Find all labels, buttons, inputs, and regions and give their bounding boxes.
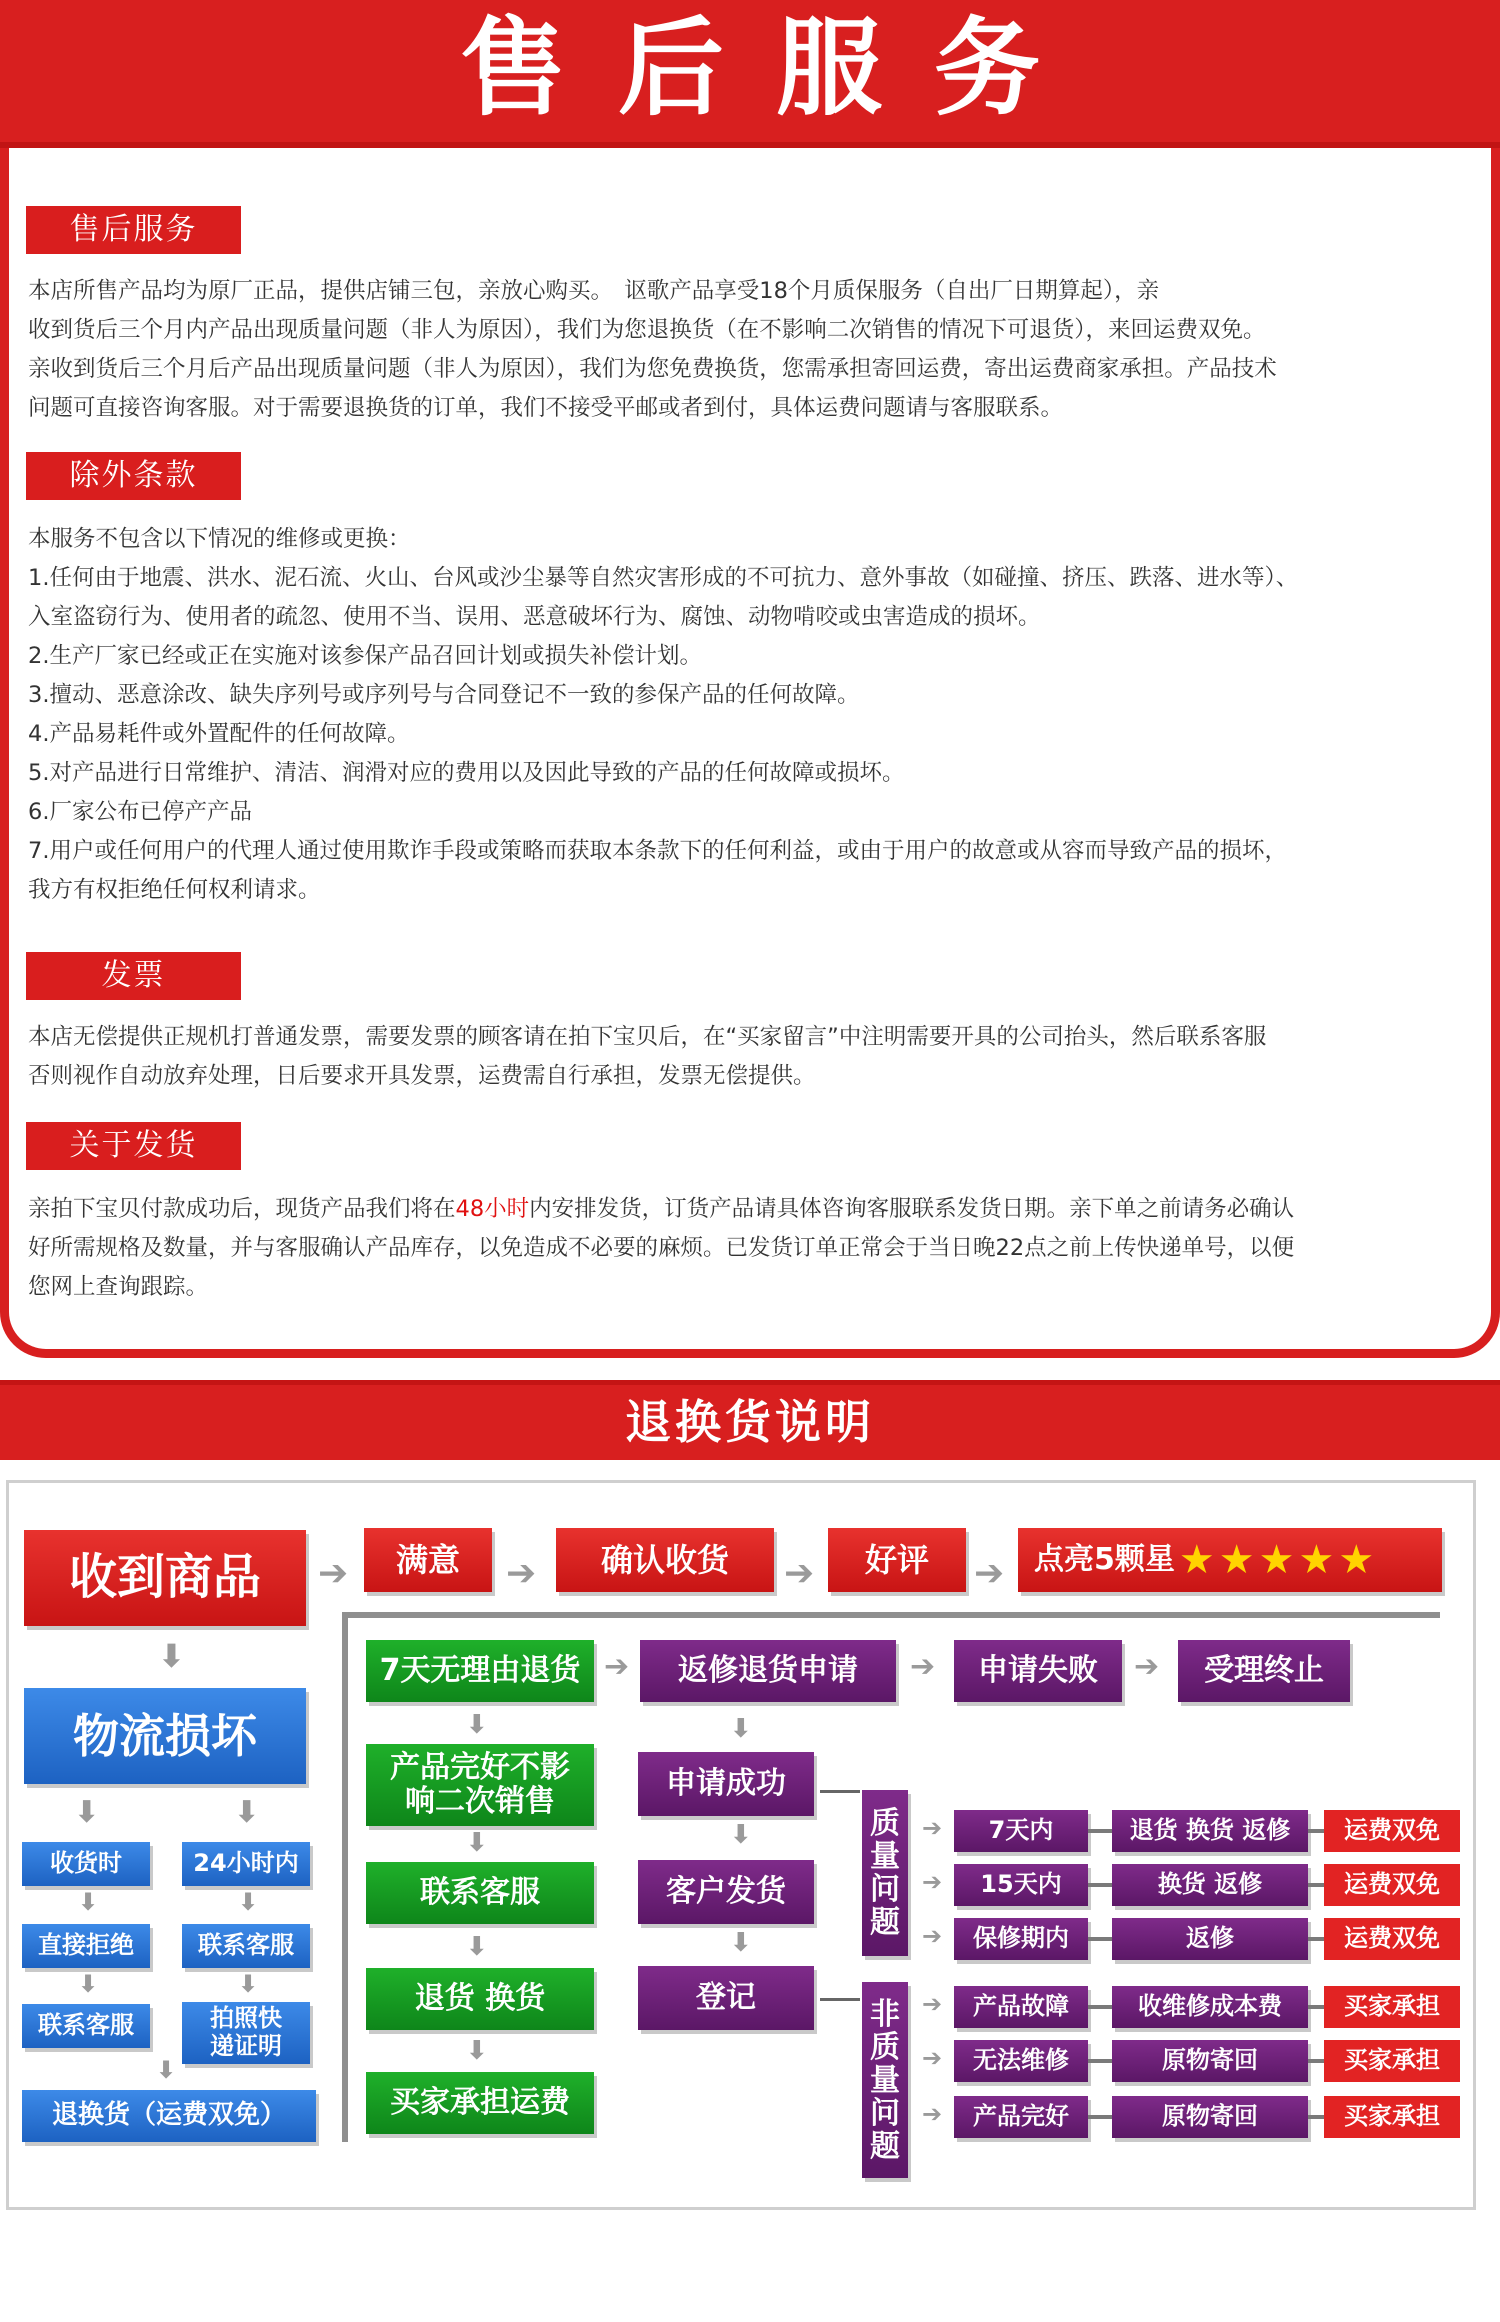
node-within-24h: 24小时内 [182,1842,310,1886]
arrow-right-icon: ➔ [1134,1649,1160,1684]
text-line: 问题可直接咨询客服。对于需要退换货的订单，我们不接受平邮或者到付，具体运费问题请与客服联系。 [28,395,1064,421]
connector-line [1088,1829,1112,1833]
quality-action: 原物寄回 [1112,2096,1308,2138]
photo-proof-line1: 拍照快 [210,2004,282,2033]
text-line: 亲收到货后三个月后产品出现质量问题（非人为原因），我们为您免费换货，您需承担寄回运费，寄出运费商家承担。产品技术 [28,356,1277,382]
shipping-hours-highlight: 48小时 [455,1196,530,1222]
photo-proof-line2: 递证明 [210,2032,282,2060]
shipping-text-post: 内安排发货，订货产品请具体咨询客服联系发货日期。亲下单之前请务必确认 [529,1196,1295,1222]
arrow-down-icon: ⬇ [156,2056,177,2084]
arrow-right-icon: ➔ [922,1814,943,1842]
bracket-line [342,1612,348,2142]
arrow-right-icon: ➔ [922,1990,943,2018]
connector-line [1308,2005,1324,2009]
node-apply-success: 申请成功 [638,1752,814,1816]
star-icon: ★ [1258,1537,1295,1583]
node-refuse: 直接拒绝 [22,1924,150,1968]
quality-action: 收维修成本费 [1112,1986,1308,2028]
section-label-exclusions: 除外条款 [26,452,241,500]
connector-line [1088,2005,1112,2009]
quality-cost: 运费双免 [1324,1810,1460,1852]
vertical-char: 非 [870,1996,900,2032]
label-quality-issue [862,1790,908,1956]
arrow-down-icon: ⬇ [466,2036,488,2066]
invoice-text [28,1018,1473,1096]
star-icon: ★ [1178,1537,1215,1583]
node-buyer-pays: 买家承担运费 [366,2072,594,2134]
text-line: 我方有权拒绝任何权利请求。 [28,877,321,903]
node-contact-cs: 联系客服 [22,2004,150,2048]
shipping-text [28,1190,1473,1307]
section-label-invoice: 发票 [26,952,241,1000]
vertical-char: 问 [870,1872,900,1907]
star-icon: ★ [1338,1537,1375,1583]
vertical-char: 题 [870,2128,900,2164]
node-apply-fail: 申请失败 [954,1640,1122,1702]
connector-line [1308,1829,1324,1833]
arrow-down-icon: ⬇ [74,1795,100,1830]
text-line: 本店所售产品均为原厂正品，提供店铺三包，亲放心购买。 讴歌产品享受18个月质保服务（自出厂日期算起），亲 [28,278,1160,304]
arrow-right-icon: ➔ [922,1922,943,1950]
arrow-down-icon: ⬇ [466,1710,488,1740]
node-return-exchange: 退货 换货 [366,1968,594,2030]
node-contact-cs: 联系客服 [182,1924,310,1968]
node-five-stars [1018,1528,1442,1592]
connector-line [820,1790,860,1793]
banner-title: 售后服务 [460,7,1092,130]
arrow-down-icon: ⬇ [78,1888,99,1916]
quality-cost: 运费双免 [1324,1918,1460,1960]
exclusions-text [28,520,1473,910]
connector-line [1088,2115,1112,2119]
text-line: 本店无偿提供正规机打普通发票，需要发票的顾客请在拍下宝贝后，在“买家留言”中注明需要开具的公司抬头，然后联系客服 [28,1024,1267,1050]
arrow-right-icon: ➔ [922,1868,943,1896]
star-icon: ★ [1298,1537,1335,1583]
node-damaged: 物流损坏 [24,1688,306,1784]
arrow-down-icon: ⬇ [730,1714,752,1744]
arrow-right-icon: ➔ [922,2044,943,2072]
text-line: 4.产品易耗件或外置配件的任何故障。 [28,721,410,747]
arrow-down-icon: ⬇ [238,1888,259,1916]
node-terminated: 受理终止 [1178,1640,1350,1702]
quality-cost: 买家承担 [1324,2040,1460,2082]
section-label-after-sales: 售后服务 [26,206,241,254]
vertical-char: 题 [870,1905,900,1940]
connector-line [1308,1883,1324,1887]
connector-line [820,1998,860,2001]
text-line: 收到货后三个月内产品出现质量问题（非人为原因），我们为您退换货（在不影响二次销售的情况下可退货），来回运费双免。 [28,317,1266,343]
node-confirm-receipt: 确认收货 [556,1528,774,1592]
node-received: 收到商品 [24,1530,306,1626]
node-register: 登记 [638,1966,814,2030]
node-satisfied: 满意 [364,1528,492,1592]
text-line: 5.对产品进行日常维护、清洁、润滑对应的费用以及因此导致的产品的任何故障或损坏。 [28,760,905,786]
arrow-right-icon: ➔ [318,1553,349,1594]
quality-period: 无法维修 [954,2040,1088,2082]
quality-action: 退货 换货 返修 [1112,1810,1308,1852]
arrow-right-icon: ➔ [784,1553,815,1594]
arrow-down-icon: ⬇ [158,1637,185,1675]
arrow-down-icon: ⬇ [466,1932,488,1962]
quality-action: 返修 [1112,1918,1308,1960]
label-non-quality-issue [862,1982,908,2178]
node-photo-proof [182,2002,310,2064]
quality-period: 保修期内 [954,1918,1088,1960]
text-line: 3.擅动、恶意涂改、缺失序列号或序列号与合同登记不一致的参保产品的任何故障。 [28,682,860,708]
quality-cost: 买家承担 [1324,1986,1460,2028]
node-on-receipt: 收货时 [22,1842,150,1886]
condition-line2: 响二次销售 [405,1784,555,1819]
vertical-char: 质 [870,1806,900,1841]
top-banner [0,0,1500,148]
node-good-review: 好评 [828,1528,966,1592]
star-icon: ★ [1218,1537,1255,1583]
connector-line [1308,2115,1324,2119]
arrow-down-icon: ⬇ [238,1970,259,1998]
vertical-char: 量 [870,1839,900,1874]
text-line: 7.用户或任何用户的代理人通过使用欺诈手段或策略而获取本条款下的任何利益，或由于用户的故意或从容而导致产品的损坏， [28,838,1287,864]
text-line: 否则视作自动放弃处理，日后要求开具发票，运费需自行承担，发票无偿提供。 [28,1063,816,1089]
connector-line [1088,1937,1112,1941]
condition-line1: 产品完好不影 [390,1749,570,1785]
bracket-line [342,1612,1440,1618]
text-line: 2.生产厂家已经或正在实施对该参保产品召回计划或损失补偿计划。 [28,643,702,669]
vertical-char: 质 [870,2029,900,2065]
arrow-down-icon: ⬇ [234,1795,260,1830]
text-line: 好所需规格及数量，并与客服确认产品库存，以免造成不必要的麻烦。已发货订单正常会于当日晚22点之前上传快递单号，以便 [28,1235,1295,1261]
arrow-right-icon: ➔ [604,1649,630,1684]
quality-period: 15天内 [954,1864,1088,1906]
node-apply: 返修退货申请 [640,1640,896,1702]
quality-period: 7天内 [954,1810,1088,1852]
stars-label: 点亮5颗星 [1034,1541,1175,1577]
arrow-down-icon: ⬇ [78,1970,99,1998]
node-condition [366,1744,594,1826]
quality-period: 产品完好 [954,2096,1088,2138]
quality-action: 换货 返修 [1112,1864,1308,1906]
vertical-char: 问 [870,2095,900,2131]
text-line [28,1190,1473,1229]
connector-line [1308,2059,1324,2063]
returns-title: 退换货说明 [625,1395,875,1449]
vertical-char: 量 [870,2062,900,2098]
arrow-down-icon: ⬇ [730,1928,752,1958]
arrow-right-icon: ➔ [922,2100,943,2128]
quality-period: 产品故障 [954,1986,1088,2028]
node-return-free: 退换货（运费双免） [22,2090,316,2142]
after-sales-text [28,272,1473,428]
text-line: 您网上查询跟踪。 [28,1274,209,1300]
quality-cost: 运费双免 [1324,1864,1460,1906]
shipping-text-pre: 亲拍下宝贝付款成功后，现货产品我们将在 [28,1196,456,1222]
node-customer-ship: 客户发货 [638,1860,814,1924]
arrow-right-icon: ➔ [910,1649,936,1684]
text-line: 本服务不包含以下情况的维修或更换： [28,526,411,552]
connector-line [1308,1937,1324,1941]
node-green-contact-cs: 联系客服 [366,1862,594,1924]
arrow-right-icon: ➔ [506,1553,537,1594]
quality-cost: 买家承担 [1324,2096,1460,2138]
text-line: 6.厂家公布已停产产品 [28,799,252,825]
section-label-shipping: 关于发货 [26,1122,241,1170]
node-no-reason-return: 7天无理由退货 [366,1640,594,1702]
connector-line [1088,2059,1112,2063]
connector-line [1088,1883,1112,1887]
returns-header [0,1380,1500,1460]
arrow-down-icon: ⬇ [466,1828,488,1858]
quality-action: 原物寄回 [1112,2040,1308,2082]
text-line: 入室盗窃行为、使用者的疏忽、使用不当、误用、恶意破坏行为、腐蚀、动物啃咬或虫害造成的损坏。 [28,604,1041,630]
arrow-right-icon: ➔ [974,1553,1005,1594]
text-line: 1.任何由于地震、洪水、泥石流、火山、台风或沙尘暴等自然灾害形成的不可抗力、意外事故（如碰撞、挤压、跌落、进水等）、 [28,565,1299,591]
arrow-down-icon: ⬇ [730,1820,752,1850]
